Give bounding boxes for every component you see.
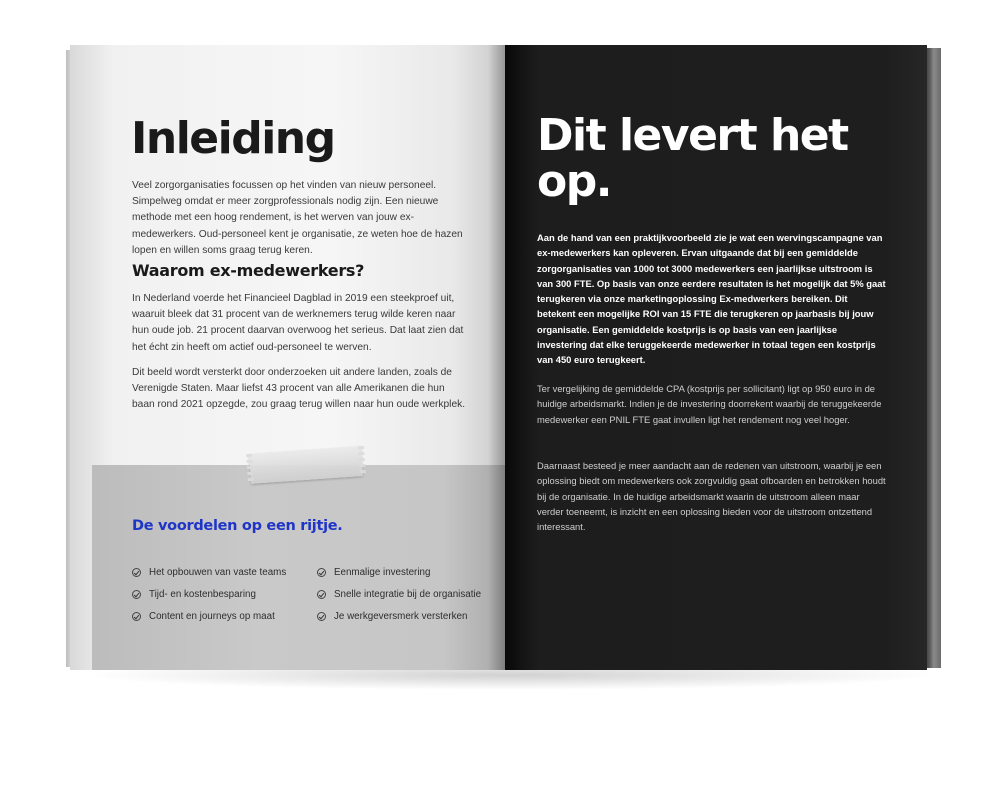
check-icon [132, 568, 141, 577]
benefit-item [132, 583, 317, 605]
benefit-label: Je werkgeversmerk versterken [334, 610, 468, 622]
benefits-list [132, 561, 492, 627]
check-icon [317, 612, 326, 621]
benefit-label: Content en journeys op maat [149, 610, 275, 622]
left-page-title: Inleiding [131, 113, 335, 164]
case-paragraph: Aan de hand van een praktijkvoorbeeld zie je wat een wervingscampagne van ex-medewerkers kan opleveren. Ervan uitgaande dat bij een gemiddelde zorgorganisaties van 1000 tot 3000 medewerkers een jaarlijkse uitstroom is van 300 FTE. Op basis van onze eerdere resultaten is het mogelijk dat 5% gaat terugkeren via onze marketingoplossing Ex-medwerkers bereiken. Dit betekent een mogelijke ROI van 15 FTE die terugkeren op jaarbasis bij jouw organisatie. Een gemiddelde kostprijs is op basis van een jaarlijkse investering dat elke teruggekeerde medewerker in totaal tegen een kostprijs van 450 euro terugkeert. [537, 232, 886, 366]
left-page [70, 45, 505, 670]
benefit-item [317, 605, 492, 627]
comparison-paragraph: Ter vergelijking de gemiddelde CPA (kostprijs per sollicitant) ligt op 950 euro in de huidige arbeidsmarkt. Indien je de investering doorrekent waarbij de teruggekeerde medewerker een PNIL FTE gaat invullen ligt het rendement nog veel hoger. [537, 383, 882, 425]
benefit-item [132, 561, 317, 583]
section-subtitle: Waarom ex-medewerkers? [132, 261, 365, 280]
check-icon [317, 568, 326, 577]
research-paragraph: In Nederland voerde het Financieel Dagblad in 2019 een steekproef uit, waaruit bleek dat 31 procent van de werknemers terug wilde keren naar hun oude job. 21 procent daarvan overwoog het serieus. Dat laat zien dat het écht zin heeft om actief oud-personeel te werven. [132, 293, 464, 353]
benefit-label: Snelle integratie bij de organisatie [334, 588, 482, 600]
benefit-item [317, 561, 492, 583]
check-icon [132, 612, 141, 621]
intro-paragraph: Veel zorgorganisaties focussen op het vinden van nieuw personeel. Simpelweg omdat er meer zorgprofessionals nodig zijn. Een nieuwe methode met een hoog rendement, is het werven van jouw ex-medewerkers. Oud-personeel kent je organisatie, ze weten hoe de hazen lopen en willen soms graag terug keren. [132, 180, 463, 256]
outflow-paragraph: Daarnaast besteed je meer aandacht aan de redenen van uitstroom, waarbij je een oplossing biedt om medewerkers ook zorgvuldig gaat ofboarden en betrokken houdt bij de organisatie. In de huidige arbeidsmarkt waarin de uitstroom alleen maar verder toeneemt, is inzicht en een oplossing bieden voor de uitstroom ontzettend interessant. [537, 460, 886, 533]
benefits-title: De voordelen op een rijtje. [132, 518, 343, 534]
check-icon [132, 590, 141, 599]
benefit-item [317, 583, 492, 605]
right-page-edge [925, 48, 941, 668]
right-page [505, 45, 927, 670]
benefit-label: Tijd- en kostenbesparing [149, 588, 256, 600]
benefit-label: Eenmalige investering [334, 566, 431, 578]
right-page-title: Dit levert het op. [537, 110, 848, 207]
check-icon [317, 590, 326, 599]
benefit-label: Het opbouwen van vaste teams [149, 566, 287, 578]
benefit-item [132, 605, 317, 627]
international-paragraph: Dit beeld wordt versterkt door onderzoeken uit andere landen, zoals de Verenigde Staten. Maar liefst 43 procent van alle Amerikanen die hun baan rond 2021 opzegde, zou graag terug willen naar hun oude werkplek. [132, 367, 466, 411]
